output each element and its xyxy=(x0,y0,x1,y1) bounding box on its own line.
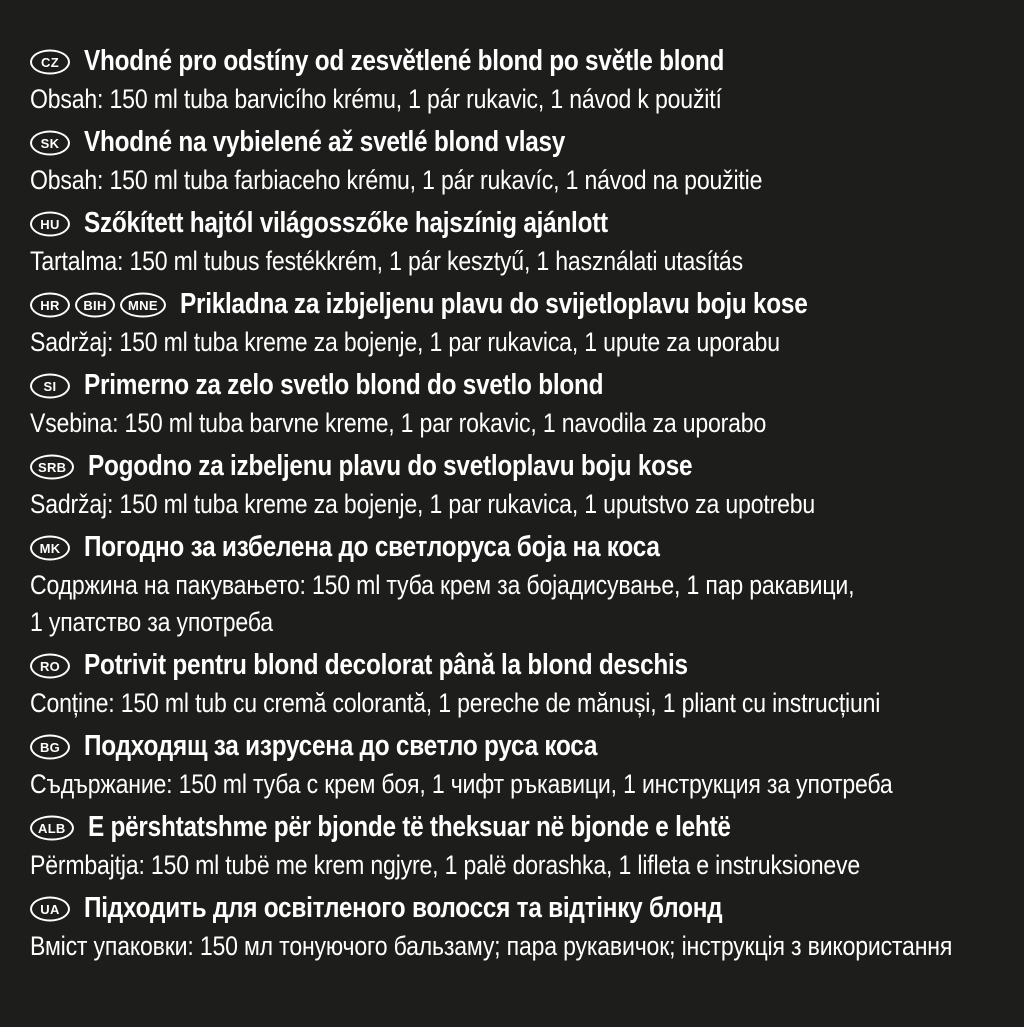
badge-group xyxy=(30,653,70,679)
country-badge-ro: RO xyxy=(30,653,70,678)
contents-line xyxy=(30,324,1014,361)
headline-text: Vhodné pro odstíny od zesvětlené blond po světle blond xyxy=(84,45,725,77)
headline-row xyxy=(30,42,1014,81)
contents-line xyxy=(30,405,1014,442)
headline-row xyxy=(30,447,1014,486)
badge-group xyxy=(30,535,70,561)
contents-line xyxy=(30,766,1014,803)
country-badge-hu: HU xyxy=(30,211,70,236)
contents-text: Вміст упаковки: 150 мл тонуючого бальзаму; пара рукавичок; інструкція з використання xyxy=(30,931,953,961)
language-entry-alb xyxy=(30,808,1014,884)
contents-line xyxy=(30,847,1014,884)
country-badge-sk: SK xyxy=(30,130,70,155)
headline-row xyxy=(30,285,1014,324)
badge-group xyxy=(30,734,70,760)
contents-text: Obsah: 150 ml tuba farbiaceho krému, 1 pár rukavíc, 1 návod na použitie xyxy=(30,165,763,195)
badge-group xyxy=(30,130,70,156)
badge-group xyxy=(30,211,70,237)
headline-text: Vhodné na vybielené až svetlé blond vlasy xyxy=(84,126,566,158)
contents-text: Содржина на пакувањето: 150 ml туба крем за бојадисување, 1 пар ракавици, xyxy=(30,570,855,600)
contents-text: Përmbajtja: 150 ml tubë me krem ngjyre, 1 palë dorashka, 1 lifleta e instruksioneve xyxy=(30,850,861,880)
country-badge-si: SI xyxy=(30,373,70,398)
language-entry-mk xyxy=(30,528,1014,641)
headline-row xyxy=(30,889,1014,928)
headline-text: Підходить для освітленого волосся та відтінку блонд xyxy=(84,892,723,924)
country-badge-hr: HR xyxy=(30,292,70,317)
contents-line xyxy=(30,567,1014,604)
country-badge-bg: BG xyxy=(30,734,70,759)
badge-group xyxy=(30,454,74,480)
badge-group xyxy=(30,292,166,318)
headline-text: Prikladna za izbjeljenu plavu do svijetloplavu boju kose xyxy=(179,288,808,320)
contents-line xyxy=(30,928,1014,965)
headline-text: Szőkített hajtól világosszőke hajszínig ajánlott xyxy=(84,207,608,239)
contents-text: Conține: 150 ml tub cu cremă colorantă, 1 pereche de mănuși, 1 pliant cu instrucțiuni xyxy=(30,688,881,718)
headline-row xyxy=(30,808,1014,847)
contents-line xyxy=(30,486,1014,523)
headline-text: Potrivit pentru blond decolorat până la blond deschis xyxy=(84,649,688,681)
headline-text: E përshtatshme për bjonde të theksuar në bjonde e lehtë xyxy=(87,811,731,843)
contents-line xyxy=(30,685,1014,722)
headline-text: Primerno za zelo svetlo blond do svetlo blond xyxy=(84,369,604,401)
contents-line xyxy=(30,162,1014,199)
contents-line xyxy=(30,81,1014,118)
contents-text: Съдържание: 150 ml туба с крем боя, 1 чифт ръкавици, 1 инструкция за употреба xyxy=(30,769,893,799)
badge-group xyxy=(30,49,70,75)
headline-row xyxy=(30,727,1014,766)
contents-text: Sadržaj: 150 ml tuba kreme za bojenje, 1 par rukavica, 1 upute za uporabu xyxy=(30,327,780,357)
language-entry-hr-bih-mne xyxy=(30,285,1014,361)
country-badge-alb: ALB xyxy=(30,815,74,840)
headline-text: Pogodno za izbeljenu plavu do svetloplavu boju kose xyxy=(88,450,693,482)
country-badge-mne: MNE xyxy=(120,292,166,317)
language-entry-cz xyxy=(30,42,1014,118)
country-badge-ua: UA xyxy=(30,896,70,921)
headline-row xyxy=(30,123,1014,162)
language-entry-sk xyxy=(30,123,1014,199)
headline-text: Подходящ за изрусена до светло руса коса xyxy=(84,730,598,762)
language-entry-srb xyxy=(30,447,1014,523)
badge-group xyxy=(30,896,70,922)
headline-row xyxy=(30,646,1014,685)
contents-text: Tartalma: 150 ml tubus festékkrém, 1 pár kesztyű, 1 használati utasítás xyxy=(30,246,743,276)
language-entry-ro xyxy=(30,646,1014,722)
language-entry-si xyxy=(30,366,1014,442)
contents-line xyxy=(30,243,1014,280)
headline-text: Погодно за избелена до светлоруса боја на коса xyxy=(84,531,660,563)
country-badge-cz: CZ xyxy=(30,49,70,74)
contents-text: 1 упатство за употреба xyxy=(30,607,273,637)
contents-text: Sadržaj: 150 ml tuba kreme za bojenje, 1 par rukavica, 1 uputstvo za upotrebu xyxy=(30,489,816,519)
headline-row xyxy=(30,366,1014,405)
language-entry-hu xyxy=(30,204,1014,280)
language-entry-ua xyxy=(30,889,1014,965)
country-badge-mk: MK xyxy=(30,535,70,560)
contents-text: Obsah: 150 ml tuba barvicího krému, 1 pár rukavic, 1 návod k použití xyxy=(30,84,722,114)
contents-line-2 xyxy=(30,604,1014,641)
country-badge-bih: BIH xyxy=(75,292,115,317)
contents-text: Vsebina: 150 ml tuba barvne kreme, 1 par rokavic, 1 navodila za uporabo xyxy=(30,408,767,438)
language-entry-bg xyxy=(30,727,1014,803)
country-badge-srb: SRB xyxy=(30,454,74,479)
headline-row xyxy=(30,204,1014,243)
badge-group xyxy=(30,815,74,841)
headline-row xyxy=(30,528,1014,567)
badge-group xyxy=(30,373,70,399)
